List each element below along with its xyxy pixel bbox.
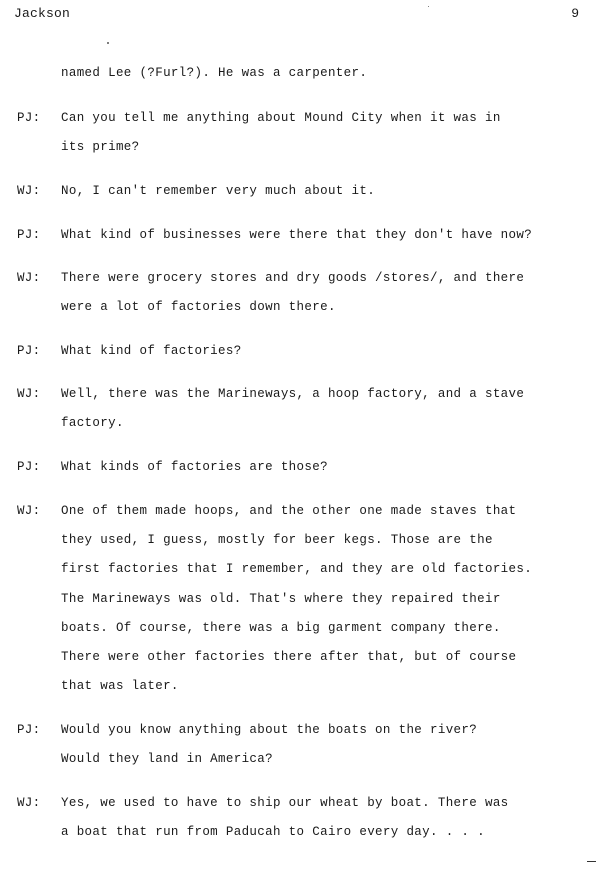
transcript-line: boats. Of course, there was a big garment company there.	[61, 620, 501, 635]
transcript-line: a boat that run from Paducah to Cairo every day. . . .	[61, 825, 485, 840]
scan-speck	[107, 42, 109, 44]
transcript-line: There were other factories there after that, but of course	[61, 650, 517, 664]
transcript-line: were a lot of factories down there.	[61, 300, 336, 315]
transcript-line: What kinds of factories are those?	[61, 460, 328, 474]
speaker-label: PJ:	[17, 344, 41, 358]
speaker-label: WJ:	[17, 271, 41, 285]
speaker-label: PJ:	[17, 111, 41, 125]
transcript-line: first factories that I remember, and they are old factories.	[61, 562, 533, 577]
speaker-label: WJ:	[17, 504, 41, 518]
transcript-line: What kind of businesses were there that they don't have now?	[61, 228, 533, 242]
transcript-line: What kind of factories?	[61, 344, 242, 358]
speaker-label: WJ:	[17, 387, 41, 401]
speaker-label: PJ:	[17, 228, 41, 242]
transcript-line: factory.	[61, 416, 124, 431]
speaker-label: WJ:	[17, 796, 41, 810]
transcript-line: they used, I guess, mostly for beer kegs. Those are the	[61, 533, 493, 548]
speaker-label: PJ:	[17, 723, 41, 737]
transcript-line: its prime?	[61, 140, 140, 155]
page-number: 9	[571, 6, 579, 21]
transcript-line: that was later.	[61, 679, 179, 694]
transcript-line: named Lee (?Furl?). He was a carpenter.	[61, 66, 368, 80]
transcript-line: Would they land in America?	[61, 752, 273, 767]
transcript-line: The Marineways was old. That's where they repaired their	[61, 591, 501, 606]
speaker-label: WJ:	[17, 184, 41, 198]
scan-edge-mark	[587, 861, 596, 862]
transcript-line: One of them made hoops, and the other one made staves that	[61, 504, 517, 518]
header-name: Jackson	[14, 6, 71, 21]
transcript-line: No, I can't remember very much about it.	[61, 184, 376, 198]
transcript-line: There were grocery stores and dry goods /stores/, and there	[61, 271, 525, 285]
transcript-line: Yes, we used to have to ship our wheat by boat. There was	[61, 796, 509, 810]
transcript-line: Would you know anything about the boats on the river?	[61, 723, 478, 737]
transcript-line: Can you tell me anything about Mound City when it was in	[61, 111, 501, 125]
transcript-line: Well, there was the Marineways, a hoop factory, and a stave	[61, 387, 525, 401]
scan-speck	[428, 6, 429, 7]
speaker-label: PJ:	[17, 460, 41, 474]
